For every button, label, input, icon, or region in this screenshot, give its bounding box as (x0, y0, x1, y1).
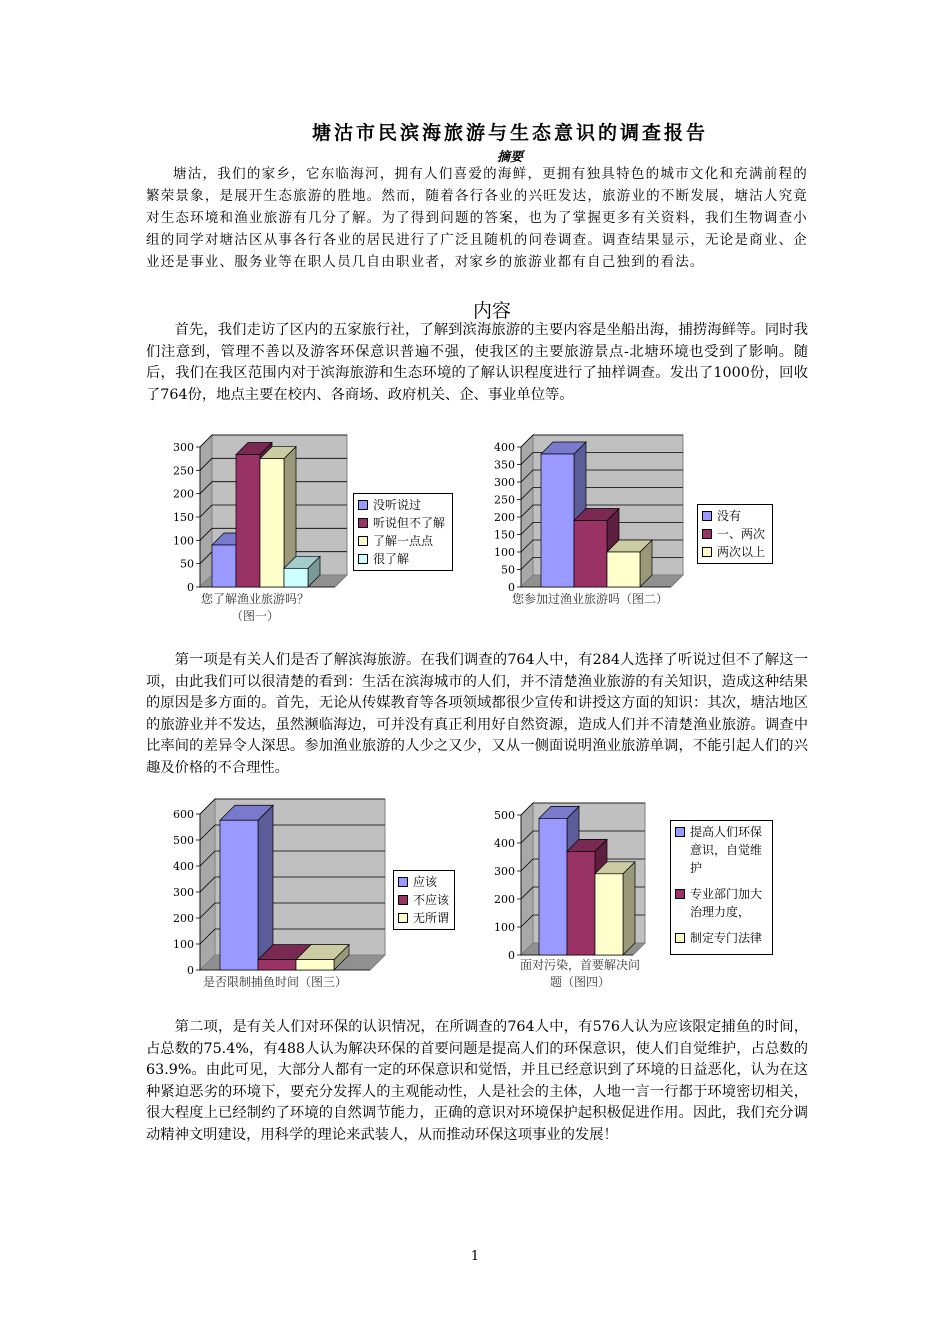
bar-front (220, 820, 258, 970)
legend-label: 很了解 (373, 552, 410, 566)
y-tick-label: 500 (494, 809, 515, 822)
bar-side (258, 805, 273, 970)
legend-swatch (675, 889, 685, 899)
bar-front (541, 454, 574, 587)
bar-front (539, 818, 567, 955)
page-number: 1 (470, 1249, 480, 1264)
y-tick-label: 150 (173, 511, 194, 524)
chart-4-legend (670, 820, 773, 955)
legend-swatch (675, 933, 685, 943)
legend-item (398, 909, 450, 927)
abstract-heading: 摘要 (496, 150, 523, 165)
legend-item (702, 543, 768, 561)
y-tick-label: 100 (494, 921, 515, 934)
chart-2 (485, 432, 785, 627)
legend-label: 无所谓 (413, 911, 450, 925)
legend-swatch (358, 518, 368, 528)
bar-front (236, 454, 260, 587)
y-tick-label: 500 (173, 834, 194, 847)
legend-item (358, 550, 448, 568)
chart-3 (160, 800, 470, 1000)
legend-swatch (358, 554, 368, 564)
bar-front (607, 552, 640, 587)
y-tick-label: 100 (173, 938, 194, 951)
y-tick-label: 0 (187, 581, 194, 594)
y-tick-label: 300 (494, 476, 515, 489)
legend-label: 听说但不了解 (373, 516, 446, 530)
legend-label: 了解一点点 (373, 534, 434, 548)
legend-item (358, 514, 448, 532)
bar-front (212, 545, 236, 587)
legend-item (358, 496, 448, 514)
y-tick-label: 600 (173, 808, 194, 821)
legend-swatch (675, 827, 685, 837)
chart-4-caption: 面对污染，首要解决问题（图四） (519, 958, 640, 989)
chart-1 (160, 432, 470, 627)
y-tick-label: 150 (494, 528, 515, 542)
legend-label: 一、两次 (717, 527, 766, 541)
y-tick-label: 0 (508, 581, 515, 594)
legend-item (398, 891, 450, 909)
legend-item (675, 823, 768, 877)
legend-swatch (358, 500, 368, 510)
y-tick-label: 100 (173, 534, 194, 548)
chart-1-legend (353, 493, 453, 571)
y-tick-label: 50 (180, 557, 194, 571)
bar-front (296, 960, 334, 970)
y-tick-label: 200 (494, 511, 515, 524)
paragraph-3: 第二项，是有关人们对环保的认识情况，在所调查的764人中，有576人认为应该限定捕鱼的时间，占总数的75.4%，有488人认为解决环保的首要问题是提高人们的环保意识，使人们自觉维护，占总数的63.9%。由此可见，大部分人都有一定的环保意识和觉悟，并且已经意识到了环境的日益恶化，认为在这种紧迫恶劣的环境下，要充分发挥人的主观能动性，人是社会的主体，人地一言一行都于环境密切相关，很大程度上已经制约了环境的自然调节能力，正确的意识对环境保护起积极促进作用。因此，我们充分调动精神文明建设，用科学的理论来武装人，从而推动环保这项事业的发展！ (146, 1019, 808, 1143)
y-tick-label: 300 (173, 886, 194, 899)
legend-label: 不应该 (413, 893, 450, 907)
chart-2-caption: 您参加过渔业旅游吗（图二） (511, 592, 668, 606)
y-tick-label: 350 (494, 458, 515, 472)
y-tick-label: 400 (494, 441, 515, 454)
section-heading: 内容 (472, 300, 511, 322)
chart-3-legend (393, 870, 455, 930)
y-tick-label: 0 (187, 964, 194, 977)
paragraph-1: 首先，我们走访了区内的五家旅行社，了解到滨海旅游的主要内容是坐船出海，捕捞海鲜等。同时我们注意到，管理不善以及游客环保意识普遍不强，使我区的主要旅游景点-北塘环境也受到了影响。随后，我们在我区范围内对于滨海旅游和生态环境的了解认识程度进行了抽样调查。发出了1000份，回收了764份，地点主要在校内、各商场、政府机关、企、事业单位等。 (146, 322, 808, 403)
legend-label: 应该 (413, 875, 438, 889)
legend-item (398, 873, 450, 891)
y-tick-label: 300 (494, 865, 515, 878)
legend-item (702, 507, 768, 525)
y-tick-label: 200 (494, 893, 515, 906)
legend-item (675, 885, 768, 921)
legend-item (358, 532, 448, 550)
y-tick-label: 50 (501, 563, 515, 577)
bar-front (284, 568, 308, 587)
legend-item (675, 929, 768, 947)
legend-swatch (398, 877, 408, 887)
y-tick-label: 250 (173, 464, 194, 478)
legend-label: 专业部门加大治理力度， (690, 887, 763, 919)
legend-label: 提高人们环保意识，自觉维护 (690, 825, 763, 875)
bar-front (595, 874, 623, 955)
bar-front (574, 521, 607, 588)
bar-front (258, 960, 296, 970)
chart-1-caption: 您了解渔业旅游吗？（图一） (200, 592, 309, 623)
legend-swatch (398, 913, 408, 923)
chart-side-wall (521, 803, 533, 955)
bar (595, 862, 635, 955)
legend-label: 没有 (717, 509, 742, 523)
bar (607, 540, 652, 587)
y-tick-label: 400 (494, 837, 515, 850)
legend-swatch (702, 529, 712, 539)
legend-swatch (702, 547, 712, 557)
bar-front (567, 851, 595, 955)
y-tick-label: 400 (173, 860, 194, 873)
legend-label: 制定专门法律 (690, 931, 763, 945)
chart-4 (485, 800, 785, 1000)
bar-side (623, 862, 635, 955)
paragraph-2: 第一项是有关人们是否了解滨海旅游。在我们调查的764人中，有284人选择了听说过但不了解这一项，由此我们可以很清楚的看到：生活在滨海城市的人们，并不清楚渔业旅游的有关知识，造成这种结果的原因是多方面的。首先，无论从传媒教育等各项领域都很少宣传和讲授这方面的知识：其次，塘沽地区的旅游业并不发达，虽然濒临海边，可并没有真正利用好自然资源，造成人们并不清楚渔业旅游。调查中比率间的差异令人深思。参加渔业旅游的人少之又少，又从一侧面说明渔业旅游单调，不能引起人们的兴趣及价格的不合理性。 (146, 652, 808, 776)
abstract-paragraph: 塘沽，我们的家乡，它东临海河，拥有人们喜爱的海鲜，更拥有独具特色的城市文化和充满前程的繁荣景象，是展开生态旅游的胜地。然而，随着各行各业的兴旺发达，旅游业的不断发展，塘沽人究竟对生态环境和渔业旅游有几分了解。为了得到问题的答案，也为了掌握更多有关资料，我们生物调查小组的同学对塘沽区从事各行各业的居民进行了广泛且随机的问卷调查。调查结果显示，无论是商业、企业还是事业、服务业等在职人员几自由职业者，对家乡的旅游业都有自己独到的看法。 (146, 166, 808, 270)
chart-3-caption: 是否限制捕鱼时间（图三） (202, 975, 347, 989)
y-tick-label: 250 (494, 493, 515, 507)
chart-2-legend (697, 504, 773, 564)
bar-front (260, 459, 284, 587)
bar (220, 805, 273, 970)
legend-label: 两次以上 (717, 545, 766, 559)
legend-swatch (702, 511, 712, 521)
legend-item (702, 525, 768, 543)
y-tick-label: 100 (494, 546, 515, 559)
legend-swatch (398, 895, 408, 905)
document-title: 塘沽市民滨海旅游与生态意识的调查报告 (311, 122, 708, 144)
legend-swatch (358, 536, 368, 546)
y-tick-label: 0 (508, 949, 515, 962)
y-tick-label: 200 (173, 912, 194, 925)
legend-label: 没听说过 (373, 498, 422, 512)
y-tick-label: 300 (173, 441, 194, 454)
y-tick-label: 200 (173, 487, 194, 501)
